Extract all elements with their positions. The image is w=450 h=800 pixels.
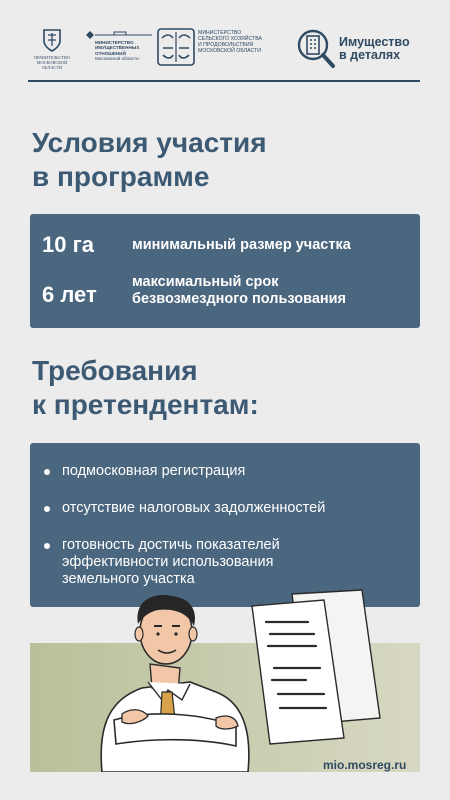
website-link[interactable]: mio.mosreg.ru xyxy=(323,758,407,772)
list-item-text: подмосковная регистрация xyxy=(62,463,246,479)
bullet-icon xyxy=(44,506,50,512)
bullet-icon xyxy=(44,469,50,475)
government-logo xyxy=(28,28,76,70)
ministry-property-subtext: Московской области xyxy=(95,56,139,62)
fact-description: максимальный срок безвозмездного пользования xyxy=(132,274,347,307)
requirements-title: Требования к претендентам: xyxy=(32,355,259,420)
illustration xyxy=(30,588,420,772)
ministry-agriculture-text: МИНИСТЕРСТВО СЕЛЬСКОГО ХОЗЯЙСТВА И ПРОДОВОЛЬСТВИЯ МОСКОВСКОЙ ОБЛАСТИ xyxy=(198,30,263,54)
fact-description: минимальный размер участка xyxy=(132,237,351,253)
list-item xyxy=(44,463,414,480)
bullet-icon xyxy=(44,543,50,549)
coat-of-arms-icon xyxy=(42,28,62,52)
fact-number: 6 лет xyxy=(42,282,97,307)
fact-number: 10 га xyxy=(42,232,94,257)
list-item-text: отсутствие налоговых задолженностей xyxy=(62,500,326,516)
list-item xyxy=(44,500,414,517)
magnifier-building-icon xyxy=(296,28,336,70)
ministry-property-text: МИНИСТЕРСТВО ИМУЩЕСТВЕННЫХ ОТНОШЕНИЙ xyxy=(95,40,140,56)
header xyxy=(0,0,450,80)
requirements-box xyxy=(30,443,420,607)
list-item xyxy=(44,537,414,588)
conditions-box xyxy=(30,214,420,328)
header-divider xyxy=(28,80,420,82)
conditions-title: Условия участия в программе xyxy=(32,127,267,192)
government-logo-text: ПРАВИТЕЛЬСТВО МОСКОВСКОЙ ОБЛАСТИ xyxy=(34,55,70,70)
list-item-text: готовность достичь показателей эффективности использования земельного участка xyxy=(62,537,280,587)
property-in-detail-text: Имущество в деталях xyxy=(339,35,410,62)
agriculture-emblem-icon xyxy=(157,28,195,68)
